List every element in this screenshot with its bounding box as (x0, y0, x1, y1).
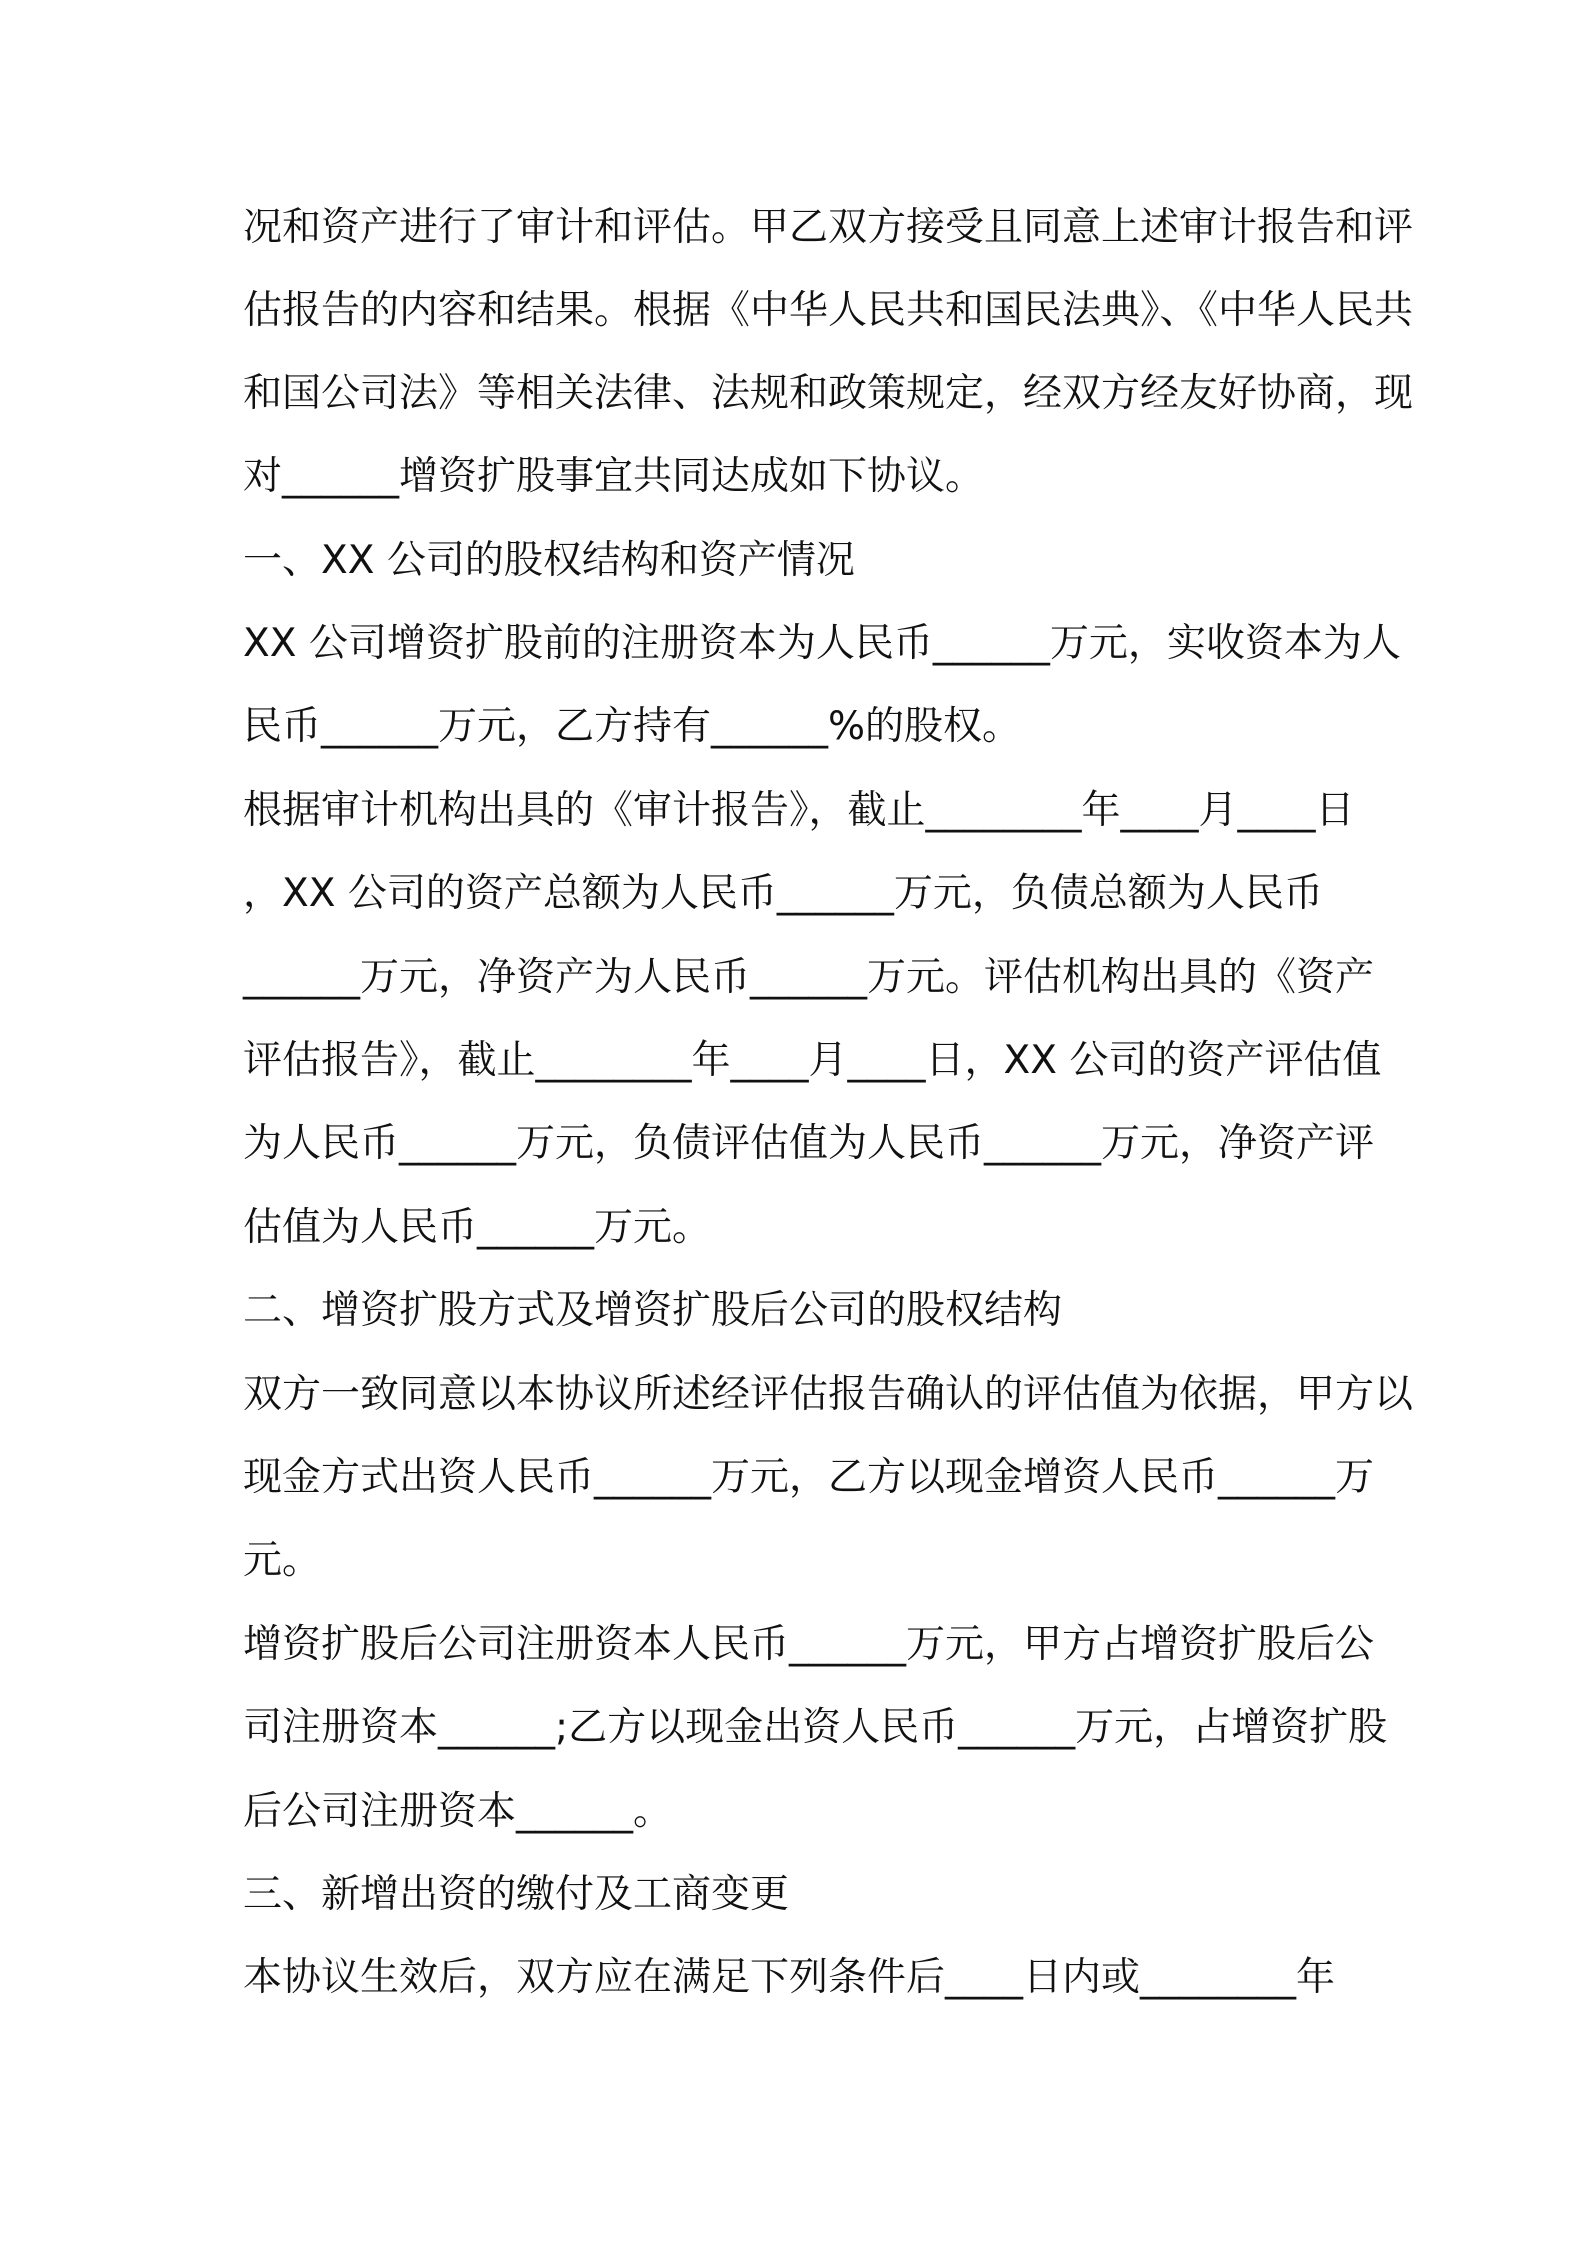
paragraph-line: 后公司注册资本______。 (243, 1789, 673, 1834)
paragraph-line: 对______增资扩股事宜共同达成如下协议。 (243, 454, 985, 499)
section-heading-2: 二、增资扩股方式及增资扩股后公司的股权结构 (243, 1288, 1063, 1333)
paragraph-line: 增资扩股后公司注册资本人民币______万元，甲方占增资扩股后公 (243, 1622, 1375, 1667)
paragraph-line: XX 公司增资扩股前的注册资本为人民币______万元，实收资本为人 (243, 621, 1401, 666)
section-heading-3: 三、新增出资的缴付及工商变更 (243, 1872, 790, 1917)
paragraph-line: 双方一致同意以本协议所述经评估报告确认的评估值为依据，甲方以 (243, 1372, 1414, 1417)
paragraph-line: 民币______万元，乙方持有______%的股权。 (243, 704, 1022, 749)
paragraph-line: ，XX 公司的资产总额为人民币______万元，负债总额为人民币 (243, 871, 1323, 916)
paragraph-line: 现金方式出资人民币______万元，乙方以现金增资人民币______万 (243, 1455, 1375, 1500)
paragraph-line: 估报告的内容和结果。根据《中华人民共和国民法典》、《中华人民共 (243, 288, 1414, 333)
paragraph-line: 估值为人民币______万元。 (243, 1205, 712, 1250)
paragraph-line: 司注册资本______;乙方以现金出资人民币______万元，占增资扩股 (243, 1705, 1388, 1750)
paragraph-line: 元。 (243, 1538, 322, 1583)
paragraph-line: 评估报告》，截止________年____月____日，XX 公司的资产评估值 (243, 1038, 1382, 1083)
paragraph-line: 为人民币______万元，负债评估值为人民币______万元，净资产评 (243, 1121, 1375, 1166)
paragraph-line: ______万元，净资产为人民币______万元。评估机构出具的《资产 (243, 955, 1375, 1000)
paragraph-line: 和国公司法》等相关法律、法规和政策规定，经双方经友好协商，现 (243, 371, 1414, 416)
section-heading-1: 一、XX 公司的股权结构和资产情况 (243, 538, 855, 583)
paragraph-line: 根据审计机构出具的《审计报告》，截止________年____月____日 (243, 788, 1355, 833)
paragraph-line: 况和资产进行了审计和评估。甲乙双方接受且同意上述审计报告和评 (243, 205, 1414, 250)
paragraph-line: 本协议生效后，双方应在满足下列条件后____日内或________年 (243, 1955, 1336, 2000)
